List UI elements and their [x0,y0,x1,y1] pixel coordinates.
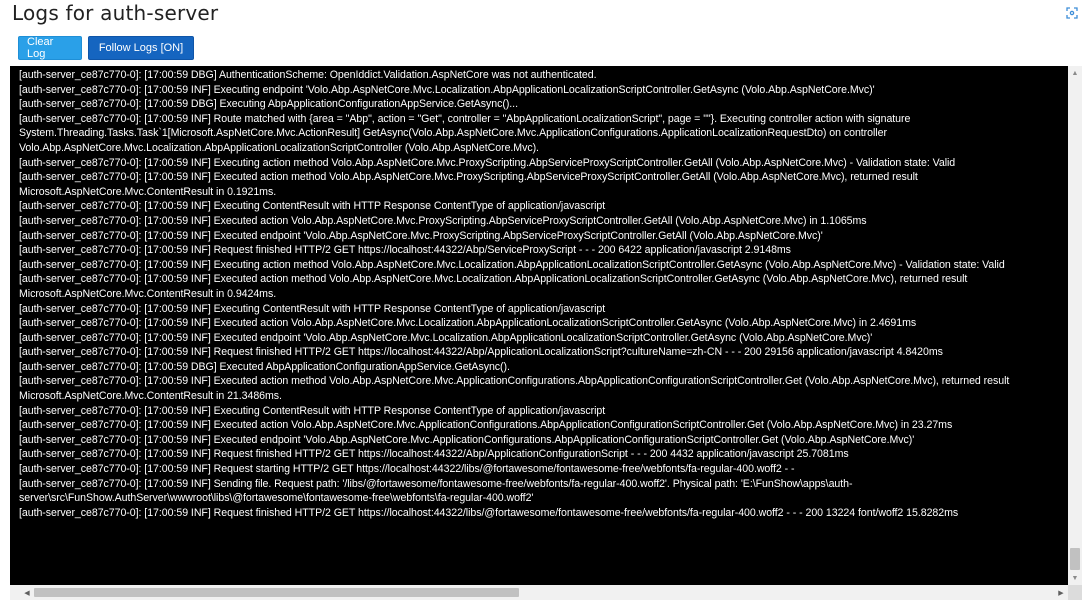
log-line: [auth-server_ce87c770-0]: [17:00:59 INF] Executed endpoint 'Volo.Abp.AspNetCore.Mvc.ProxyScripting.AbpServiceProxyScriptController.GetAll (Volo.Abp.AspNetCore.Mvc)' [19,229,823,242]
scroll-right-icon[interactable]: ▶ [1058,589,1064,597]
log-output[interactable] [10,66,1068,585]
scroll-left-icon[interactable]: ◀ [24,589,30,597]
log-line: [auth-server_ce87c770-0]: [17:00:59 INF] Request finished HTTP/2 GET https://localhost:44322/Abp/ApplicationConfigurationScript - - - 200 4432 application/javascript 25.7081ms [19,448,849,461]
log-line: [auth-server_ce87c770-0]: [17:00:59 INF] Executing endpoint 'Volo.Abp.AspNetCore.Mvc.Localization.AbpApplicationLocalizationScriptController.GetAsync (Volo.Abp.AspNetCore.Mvc)' [19,83,875,96]
log-line: [auth-server_ce87c770-0]: [17:00:59 INF] Executing ContentResult with HTTP Response ContentType of application/javascript [19,404,606,417]
follow-logs-button[interactable]: Follow Logs [ON] [88,36,194,60]
log-line: [auth-server_ce87c770-0]: [17:00:59 INF] Executing action method Volo.Abp.AspNetCore.Mvc.Localization.AbpApplicationLocalizationScriptController.GetAsync (Volo.Abp.AspNetCore.Mvc) - Validation state: Valid [19,258,1005,271]
vertical-scroll-thumb[interactable] [1070,548,1080,570]
expand-icon[interactable] [1066,6,1078,18]
log-line: [auth-server_ce87c770-0]: [17:00:59 INF] Sending file. Request path: '/libs/@fortawesome/fontawesome-free/webfonts/fa-regular-400.woff2'. Physical path: 'E:\FunShow\apps\auth-server\src\FunShow.AuthServer\wwwroot\libs\@fortawesome\fontawesome-free\webfonts\fa-regular-400.woff2' [19,477,853,505]
scrollbar-corner [1068,585,1082,600]
log-line: [auth-server_ce87c770-0]: [17:00:59 INF] Request finished HTTP/2 GET https://localhost:44322/libs/@fortawesome/fontawesome-free/webfonts/fa-regular-400.woff2 - - - 200 13224 font/woff2 15.8282ms [19,506,959,519]
clear-log-button[interactable]: Clear Log [18,36,82,60]
log-line: [auth-server_ce87c770-0]: [17:00:59 INF] Executed endpoint 'Volo.Abp.AspNetCore.Mvc.ApplicationConfigurations.AbpApplicationConfigurationScriptController.Get (Volo.Abp.AspNetCore.Mvc)' [19,433,915,446]
log-line: [auth-server_ce87c770-0]: [17:00:59 INF] Executing ContentResult with HTTP Response ContentType of application/javascript [19,302,606,315]
log-line: [auth-server_ce87c770-0]: [17:00:59 INF] Executed action method Volo.Abp.AspNetCore.Mvc.ApplicationConfigurations.AbpApplicationConfigurationScriptController.Get (Volo.Abp.AspNetCore.Mvc), returned result Microsoft.AspNetCore.Mvc.ContentResult in 21.3486ms. [19,375,1010,403]
log-line: [auth-server_ce87c770-0]: [17:00:59 INF] Request finished HTTP/2 GET https://localhost:44322/Abp/ApplicationLocalizationScript?cultureName=zh-CN - - - 200 29156 application/javascript 4.8420ms [19,346,943,359]
log-line: [auth-server_ce87c770-0]: [17:00:59 INF] Executed action method Volo.Abp.AspNetCore.Mvc.Localization.AbpApplicationLocalizationScriptController.GetAsync (Volo.Abp.AspNetCore.Mvc), returned result Microsoft.AspNetCore.Mvc.ContentResult in 0.9424ms. [19,273,968,300]
log-viewer[interactable] [10,66,1082,600]
log-line: [auth-server_ce87c770-0]: [17:00:59 INF] Executed action Volo.Abp.AspNetCore.Mvc.ApplicationConfigurations.AbpApplicationConfigurationScriptController.Get (Volo.Abp.AspNetCore.Mvc) in 23.27ms [19,419,953,432]
log-line: [auth-server_ce87c770-0]: [17:00:59 DBG] AuthenticationScheme: OpenIddict.Validation.AspNetCore was not authenticated. [19,69,597,81]
log-line: [auth-server_ce87c770-0]: [17:00:59 INF] Request starting HTTP/2 GET https://localhost:44322/libs/@fortawesome/fontawesome-free/webfonts/fa-regular-400.woff2 - - [19,463,795,476]
log-line: [auth-server_ce87c770-0]: [17:00:59 INF] Executed endpoint 'Volo.Abp.AspNetCore.Mvc.Localization.AbpApplicationLocalizationScriptController.GetAsync (Volo.Abp.AspNetCore.Mvc)' [19,331,873,344]
vertical-scrollbar[interactable] [1068,66,1082,585]
log-toolbar [18,36,194,60]
log-line: [auth-server_ce87c770-0]: [17:00:59 INF] Executed action Volo.Abp.AspNetCore.Mvc.ProxyScripting.AbpServiceProxyScriptController.GetAll (Volo.Abp.AspNetCore.Mvc) in 1.1065ms [19,214,867,227]
page-title: Logs for auth-server [12,1,219,25]
log-line: [auth-server_ce87c770-0]: [17:00:59 DBG] Executed AbpApplicationConfigurationAppService.GetAsync(). [19,360,510,373]
scroll-down-icon[interactable]: ▼ [1071,574,1079,582]
log-line: [auth-server_ce87c770-0]: [17:00:59 INF] Executing action method Volo.Abp.AspNetCore.Mvc.ProxyScripting.AbpServiceProxyScriptController.GetAll (Volo.Abp.AspNetCore.Mvc) - Validation state: Valid [19,156,956,169]
horizontal-scrollbar[interactable] [10,585,1068,600]
log-line: [auth-server_ce87c770-0]: [17:00:59 DBG] Executing AbpApplicationConfigurationAppService.GetAsync()... [19,98,518,111]
log-line: [auth-server_ce87c770-0]: [17:00:59 INF] Route matched with {area = "Abp", action = "Get", controller = "AbpApplicationLocalizationScript", page = ""}. Executing controller action with signature System.Threading.Tasks.Task`1[Microsoft.AspNetCore.Mvc.ActionResult] GetAsync(Volo.Abp.AspNetCore.Mvc.ApplicationConfigurations.ApplicationLocalizationRequestDto) on controller Volo.Abp.AspNetCore.Mvc.Localization.AbpApplicationLocalizationScriptController (Volo.Abp.AspNetCore.Mvc). [19,112,911,154]
scroll-up-icon[interactable]: ▲ [1071,69,1079,77]
log-line: [auth-server_ce87c770-0]: [17:00:59 INF] Executing ContentResult with HTTP Response ContentType of application/javascript [19,200,606,213]
horizontal-scroll-thumb[interactable] [34,588,519,597]
log-line: [auth-server_ce87c770-0]: [17:00:59 INF] Executed action method Volo.Abp.AspNetCore.Mvc.ProxyScripting.AbpServiceProxyScriptController.GetAll (Volo.Abp.AspNetCore.Mvc), returned result Microsoft.AspNetCore.Mvc.ContentResult in 0.1921ms. [19,171,918,198]
log-line: [auth-server_ce87c770-0]: [17:00:59 INF] Request finished HTTP/2 GET https://localhost:44322/Abp/ServiceProxyScript - - - 200 6422 application/javascript 2.9148ms [19,244,791,257]
log-line: [auth-server_ce87c770-0]: [17:00:59 INF] Executed action Volo.Abp.AspNetCore.Mvc.Localization.AbpApplicationLocalizationScriptController.GetAsync (Volo.Abp.AspNetCore.Mvc) in 2.4691ms [19,317,917,330]
